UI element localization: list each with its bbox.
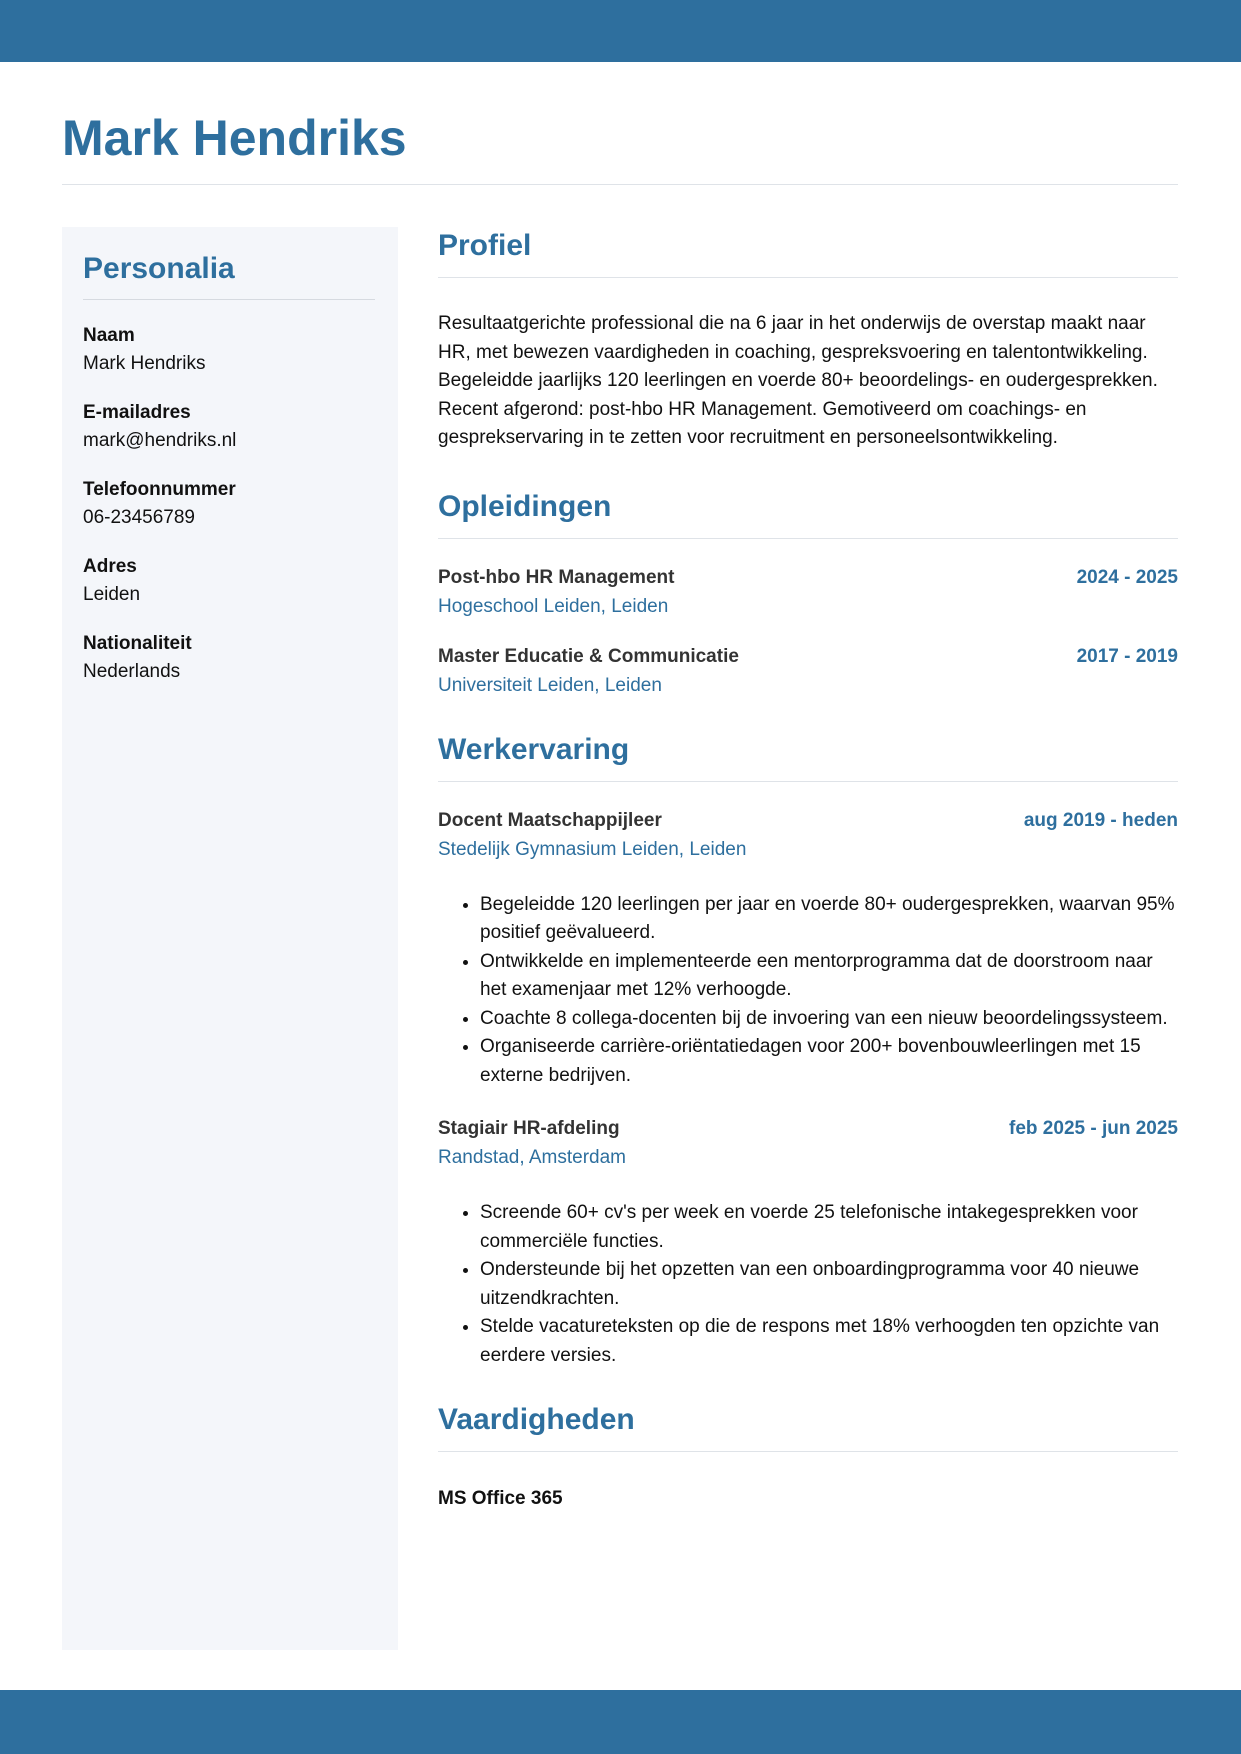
field-label: Nationaliteit bbox=[83, 633, 192, 654]
achievement-item: • Begeleidde 120 leerlingen per jaar en voerde 80+ oudergesprekken, waarvan 95% positief geëvalueerd. bbox=[480, 891, 1178, 948]
field-label: E-mailadres bbox=[83, 402, 191, 423]
entry-title: Docent Maatschappijleer bbox=[438, 809, 662, 831]
section-divider bbox=[438, 781, 1178, 782]
work-entry bbox=[438, 806, 1178, 1091]
header-bar bbox=[0, 0, 1241, 62]
field-nationaliteit bbox=[83, 630, 377, 686]
section-divider bbox=[438, 1451, 1178, 1452]
section-profiel bbox=[438, 226, 1178, 453]
section-opleidingen bbox=[438, 487, 1178, 700]
entry-organization: Hogeschool Leiden, Leiden bbox=[438, 595, 669, 617]
entry-date: feb 2025 - jun 2025 bbox=[1009, 1118, 1178, 1139]
section-heading: Profiel bbox=[438, 229, 532, 262]
field-label: Telefoonnummer bbox=[83, 479, 236, 500]
achievement-item: • Ondersteunde bij het opzetten van een onboardingprogramma voor 40 nieuwe uitzendkrachten. bbox=[480, 1256, 1178, 1313]
work-entry bbox=[438, 1114, 1178, 1370]
field-value: Mark Hendriks bbox=[83, 353, 206, 374]
field-email bbox=[83, 399, 377, 455]
section-heading: Werkervaring bbox=[438, 732, 630, 766]
field-naam bbox=[83, 322, 377, 378]
skill-item: MS Office 365 bbox=[438, 1488, 563, 1509]
field-value: Leiden bbox=[83, 584, 141, 605]
field-value: Nederlands bbox=[83, 661, 181, 682]
page-title: Mark Hendriks bbox=[62, 110, 407, 166]
field-label: Naam bbox=[83, 325, 135, 346]
title-divider bbox=[62, 184, 1178, 185]
field-value: 06-23456789 bbox=[83, 507, 195, 528]
achievement-list bbox=[438, 1199, 1178, 1370]
education-entry bbox=[438, 563, 1178, 621]
field-label: Adres bbox=[83, 556, 137, 577]
entry-date: aug 2019 - heden bbox=[1023, 809, 1178, 831]
section-heading: Opleidingen bbox=[438, 489, 612, 523]
achievement-item: • Stelde vacatureteksten op die de respons met 18% verhoogden ten opzichte van eerdere versies. bbox=[480, 1313, 1178, 1370]
personalia-heading: Personalia bbox=[83, 252, 235, 285]
footer-bar bbox=[0, 1690, 1241, 1754]
personalia-divider bbox=[83, 299, 375, 300]
field-telefoon bbox=[83, 476, 377, 532]
entry-title: Post-hbo HR Management bbox=[438, 566, 675, 588]
section-heading: Vaardigheden bbox=[438, 1403, 635, 1436]
profile-text: Resultaatgerichte professional die na 6 jaar in het onderwijs de overstap maakt naar HR, met bewezen vaardigheden in coaching, gespreksvoering en talentontwikkeling. Begeleidde jaarlijks 120 leerlingen en voerde 80+ beoordelings- en oudergesprekken. Recent afgerond: post-hbo HR Management. Gemotiveerd om coachings- en gesprekservaring in te zetten voor recruitment en personeelsontwikkeling. bbox=[438, 313, 1158, 448]
achievement-item: • Organiseerde carrière-oriëntatiedagen voor 200+ bovenbouwleerlingen met 15 externe bedrijven. bbox=[480, 1033, 1178, 1090]
achievement-item: • Screende 60+ cv's per week en voerde 25 telefonische intakegesprekken voor commerciële functies. bbox=[480, 1199, 1178, 1256]
section-werkervaring bbox=[438, 730, 1178, 1371]
entry-organization: Universiteit Leiden, Leiden bbox=[438, 674, 662, 696]
achievement-item: • Coachte 8 collega-docenten bij de invoering van een nieuw beoordelingssysteem. bbox=[480, 1005, 1178, 1034]
personalia-sidebar bbox=[62, 227, 398, 1650]
entry-organization: Randstad, Amsterdam bbox=[438, 1147, 626, 1168]
field-adres bbox=[83, 553, 377, 609]
entry-title: Master Educatie & Communicatie bbox=[438, 645, 739, 667]
section-vaardigheden bbox=[438, 1400, 1178, 1513]
entry-date: 2017 - 2019 bbox=[1076, 645, 1178, 667]
achievement-item: • Ontwikkelde en implementeerde een mentorprogramma dat de doorstroom naar het examenjaar met 12% verhoogde. bbox=[480, 948, 1178, 1005]
entry-organization: Stedelijk Gymnasium Leiden, Leiden bbox=[438, 838, 747, 860]
field-value: mark@hendriks.nl bbox=[83, 430, 237, 451]
education-entry bbox=[438, 642, 1178, 700]
entry-date: 2024 - 2025 bbox=[1076, 566, 1178, 588]
achievement-list bbox=[438, 891, 1178, 1091]
main-content bbox=[438, 226, 1178, 1513]
section-divider bbox=[438, 538, 1178, 539]
entry-title: Stagiair HR-afdeling bbox=[438, 1118, 620, 1139]
section-divider bbox=[438, 277, 1178, 278]
